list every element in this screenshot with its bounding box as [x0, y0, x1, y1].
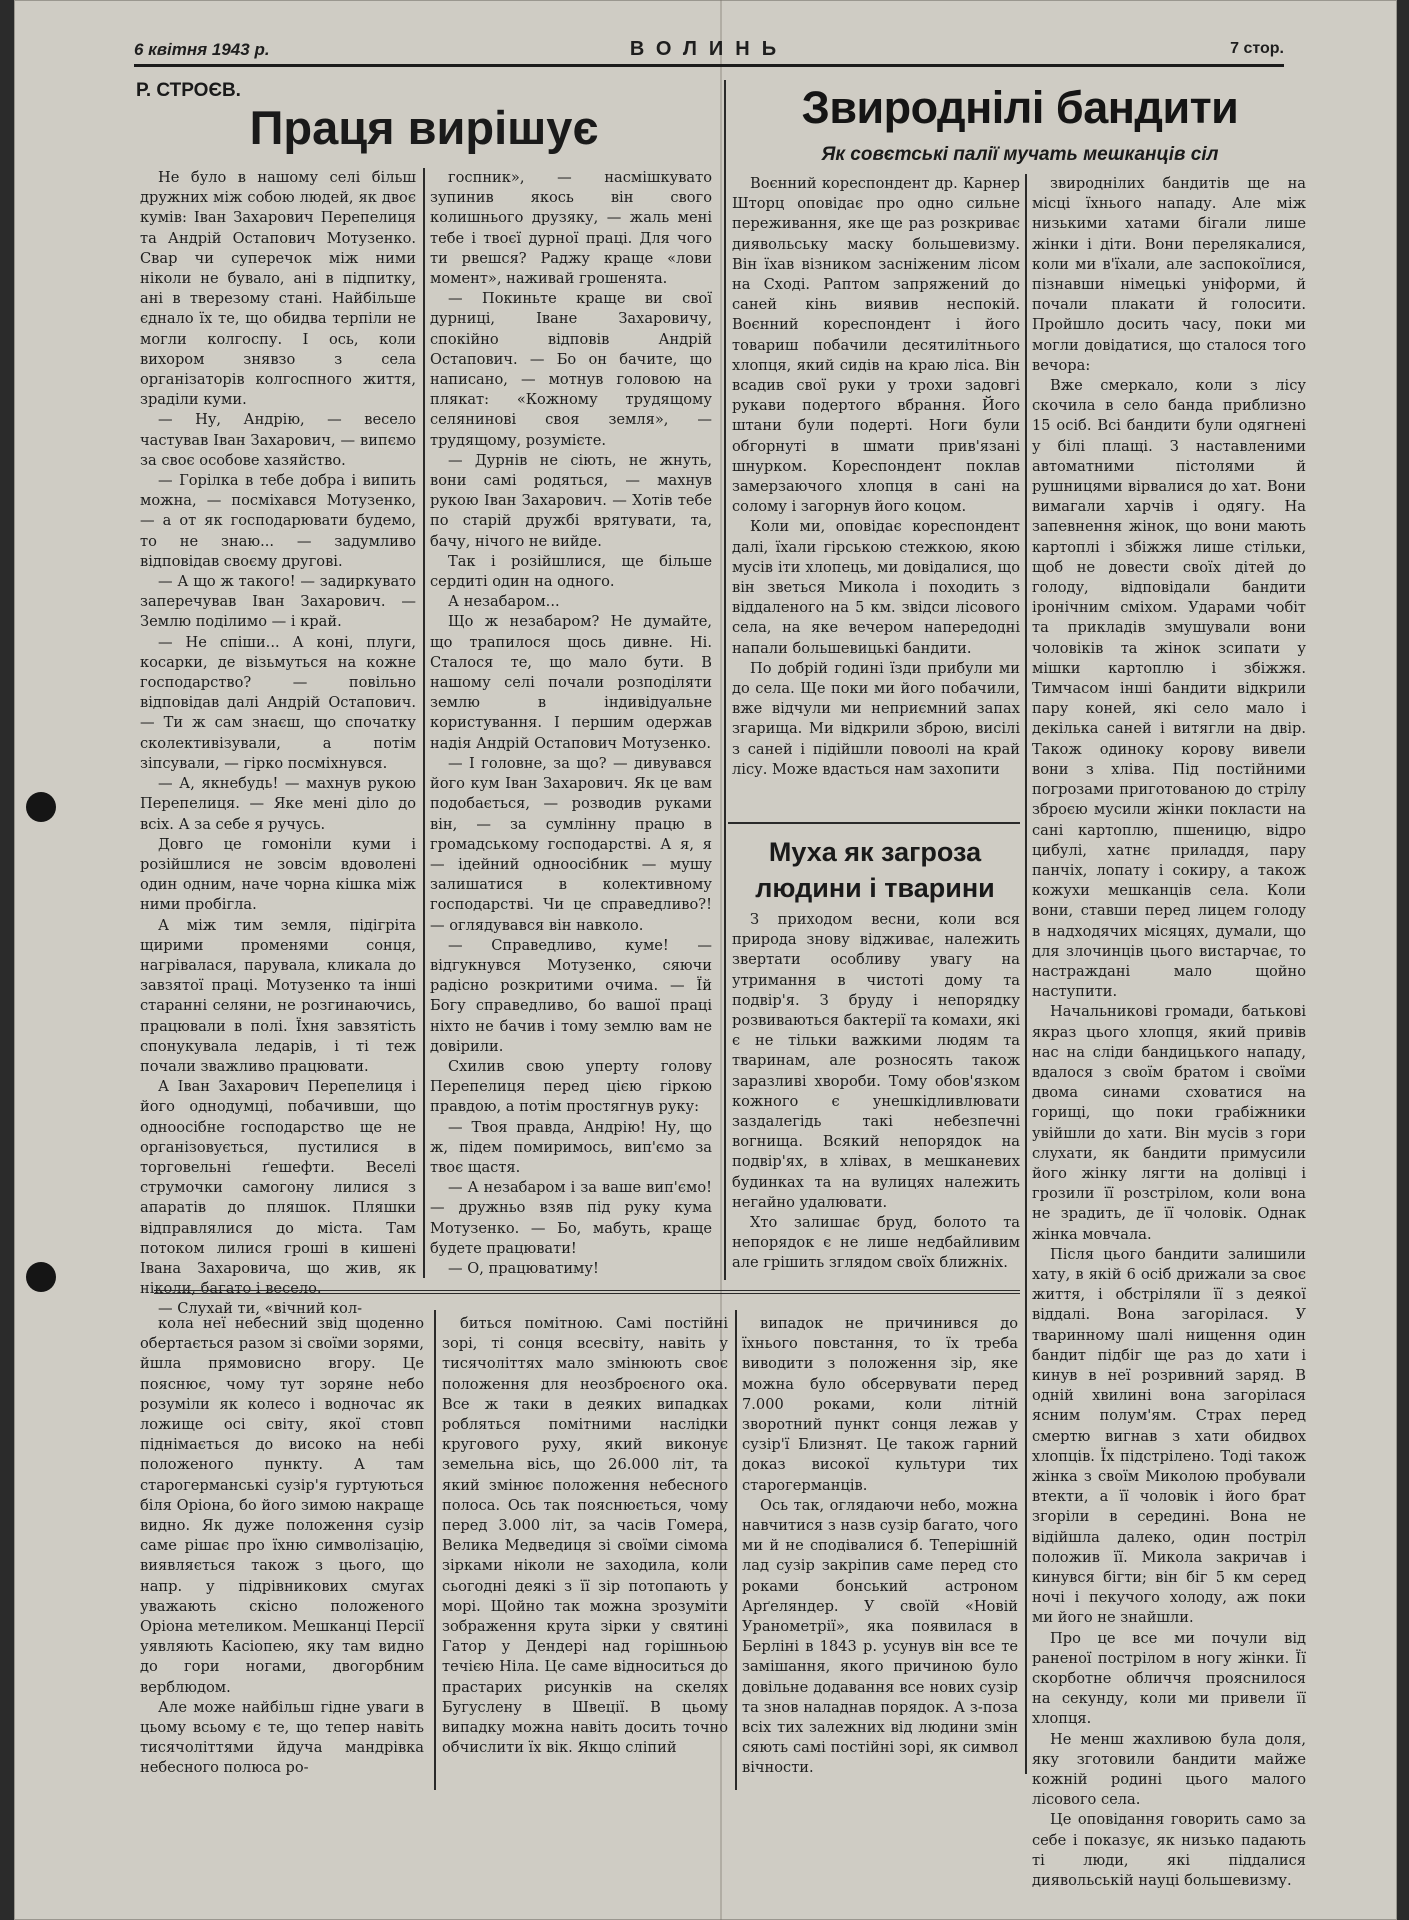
article-column-2 — [430, 168, 712, 1278]
article-column-1 — [140, 1314, 424, 1784]
paragraph: А між тим земля, підігріта щирими променями сонця, нагрівалася, парувала, кликала до завзятої праці. Мотузенко та інші старанні селяни, не розгинаючись, працювали в полі. Їхня завзятість спонукувала ледарів, і ті теж почали зважливо працювати. — [140, 916, 416, 1075]
paragraph: Але може найбільш гідне уваги в цьому всьому є те, що тепер навіть тисячоліттями йдуча мандрівка небесного полюса ро- — [140, 1698, 424, 1777]
section-divider — [154, 1290, 1020, 1294]
column-rule — [434, 1310, 436, 1790]
paragraph: кола неї небесний звід щоденно обертається разом зі своїми зорями, йшла прямовисно вгору. Це пояснює, чому тут зоряне небо розуміли як колесо і водночас як ложище осі світу, якої стовп піднімається до високо на небі положеного пункту. А там старогерманські сузір'я гуртуються біля Оріона, бо його зимою накраще видно. Як дуже положення сузір саме рішає про їхню символізацію, виявляється також з цього, що напр. у підрівникових смугах уважають скісно положеного Оріона метеликом. Мешканці Персії уявляють Касіопею, яку там видно до гори ногами, двогорбним верблюдом. — [140, 1315, 424, 1696]
paragraph: Довго це гомоніли куми і розійшлися не зовсім вдоволені один одним, наче чорна кішка між ними пробігла. — [140, 835, 416, 914]
newspaper-name: ВОЛИНЬ — [629, 38, 789, 60]
paragraph: Коли ми, оповідає кореспондент далі, їхали гірською стежкою, якою мусів іти хлопець, ми довідалися, що він зветься Микола і походить з віддаленого на 5 км. звідси лісового села, на яке вечером напередодні напали большевицькі бандити. — [732, 518, 1020, 657]
paragraph: — А, якнебудь! — махнув рукою Перепелиця. — Яке мені діло до всіх. А за себе я ручусь. — [140, 775, 416, 833]
paragraph: Що ж незабаром? Не думайте, що трапилося щось дивне. Ні. Сталося те, що мало бути. В нашому селі почали розподіляти землю в індивідуальне користування. І першим одержав надія Андрій Остапович Мотузенко. — [430, 613, 712, 752]
paragraph: звироднілих бандитів ще на місці їхнього нападу. Але між низькими хатами бігали лише жінки і діти. Вони перелякалися, коли ми в'їхали, але заспокоїлися, пізнавши німецькі уніформи, й почали плакати й голосити. Пройшло досить часу, поки ми могли довідатися, що сталося того вечора: — [1032, 175, 1306, 374]
paragraph: — О, працюватиму! — [448, 1259, 599, 1277]
paragraph: биться помітною. Самі постійні зорі, ті сонця всесвіту, навіть у тисячоліттях мало змінюють своє положення для неозброєного ока. Все ж таки в деяких випадках робляться помітними наслідки кругового руху, який виконує земельна вісь, що 26.000 літ, та який змінює положення небесного полоса. Ось так пояснюється, чому перед 3.000 літ, за часів Гомера, Велика Медведиця зі своїми сімома зірками ніколи не заходила, коли сьогодні деякі з її зір потопають у морі. Щойно так можна зрозуміти зображення крута зірки у святині Гатор у Дендері над горішньою течією Ніла. Це саме відноситься до прастарих рисунків на скелях Бугуслену в Швеції. В цьому випадку можна навіть досить точно обчислити їх вік. Якщо сліпий — [442, 1315, 728, 1757]
paragraph: Схилив свою уперту голову Перепелиця перед цією гіркою правдою, а потім простягнув руку: — [430, 1057, 712, 1116]
article-column-1 — [140, 168, 416, 1318]
column-rule — [724, 80, 726, 1280]
article-column-3 — [742, 1314, 1018, 1784]
paragraph: — Справедливо, куме! — відгукнувся Мотузенко, сяючи радісно розкритими очима. — Їй Богу справедливо, бо вашої праці ніхто не бачив і тому землю вам не довірили. — [430, 936, 712, 1055]
article-title: Муха як загроза людини і тварини — [755, 837, 995, 903]
paragraph: — Горілка в тебе добра і випить можна, — посміхався Мотузенко, — а от як господарювати будемо, то не знаю... — задумливо відповідав своєму другові. — [140, 472, 416, 570]
paragraph: — І головне, за що? — дивувався його кум Іван Захарович. Як це вам подобається, — розводив руками він, — за сумлінну працю в громадському господарстві. А я, я — ідейний одноосібник — мушу залишатися в колективному господарстві. Чи це справедливо?! — оглядувався він навколо. — [430, 754, 712, 934]
column-rule — [735, 1310, 737, 1790]
newspaper-page — [14, 0, 1397, 1920]
article-column-2 — [442, 1314, 728, 1784]
paragraph: Так і розійшлися, ще більше сердиті один на одного. — [430, 552, 712, 591]
paragraph: Воєнний кореспондент др. Карнер Шторц оповідає про одно сильне переживання, яке ще раз розкриває диявольську маску большевизму. Він їхав візником засніженим лісом на Сході. Раптом запряжений до саней кінь виявив неспокій. Воєнний кореспондент і його товариш побачили десятилітнього хлопця, який сидів на краю ліса. Він всадив свої руки у трохи задовгі рукави подертого вбрання. Його штани були подерті. Ноги були обгорнуті в шмати прив'язані шнурком. Кореспондент поклав замерзаючого хлопця в сані на солому і загорнув його коцом. — [732, 175, 1020, 516]
paragraph: Після цього бандити залишили хату, в якій 6 осіб дрижали за своє життя, і обстріляли її з деякої віддалі. Вона загорілася. У тваринному шалі нищення один бандит підбіг ще раз до хати і кинув в неї розривний заряд. В одній хвилині вона загорілася ясним полум'ям. Страх перед смертю вигнав з хати обидвох хлопців. Їх підстрілено. Тоді також жінка з своїм Миколою пробували втекти, а її чоловік і його брат згоріли в середині. Вона не відійшла далеко, один постріл положив її. Микола закричав і кинувся бігти; він біг 5 км серед ночі і пекучого холоду, аж поки ми його не знайшли. — [1032, 1245, 1306, 1627]
paragraph: — Твоя правда, Андрію! Ну, що ж, підем помиримось, вип'ємо за твоє щастя. — [430, 1118, 712, 1176]
paragraph: — Ну, Андрію, — весело частував Іван Захарович, — випємо за своє особове хазяйство. — [140, 411, 416, 469]
article-column-4 — [1032, 174, 1306, 1890]
paragraph: Хто залишає бруд, болото та непорядок є не лише недбайливим але грішить зглядом своїх ближніх. — [732, 1214, 1020, 1272]
paragraph: А незабаром... — [448, 593, 560, 611]
paragraph: госпник», — насмішкувато зупинив якось він свого колишнього друзяку, — жаль мені тебе і твоєї дурної праці. Для чого ти рвешся? Раджу краще «лови момент», наживай грошенята. — [430, 169, 712, 288]
article-column-3 — [732, 174, 1020, 814]
paragraph: — Покиньте краще ви свої дурниці, Іване Захаровичу, спокійно відповів Андрій Остапович. — Бо он бачите, що написано, — мотнув головою на плякат: «Кожному трудящому селянинові своя земля», — трудящому, розумієте. — [430, 290, 712, 449]
paragraph: По добрій годині їзди прибули ми до села. Ще поки ми його побачили, вже відчули ми неприємний запах згарища. Ми відкрили зброю, висілі з саней і підійшли повоолі на край лісу. Може вдасться нам захопити — [732, 659, 1020, 778]
paragraph: — Слухай ти, «вічний кол- — [158, 1300, 363, 1318]
paragraph: Це оповідання говорить само за себе і показує, як низько падають ті люди, які піддалися диявольській науці большевизму. — [1032, 1811, 1306, 1890]
article-subtitle: Як совєтські палії мучать мешканців сіл — [821, 144, 1219, 165]
paragraph: випадок не причинився до їхнього повстання, то їх треба виводити з положення зір, яке можна було обсервувати перед 7.000 роками, коли літній зворотний пункт сонця лежав у сузір'ї Близнят. Це також гарний доказ високої культури тих старогерманців. — [742, 1315, 1018, 1494]
paragraph: Ось так, оглядаючи небо, можна навчитися з назв сузір багато, чого ми й не сподівалися б. Теперішній лад сузір закріпив саме перед сто роками бонський астроном Арґеляндер. У своїй «Новій Уранометрії», яка появилася в Берліні в 1843 р. усунув він все те замішання, якого причиною було довільне додавання все нових сузір та знов наладнав порядок. А з-поза всіх тих залежних від людини змін сяють самі постійні зорі, як символ вічности. — [742, 1496, 1018, 1777]
issue-date: 6 квітня 1943 р. — [134, 40, 270, 59]
column-rule — [423, 168, 425, 1278]
box-rule — [728, 822, 1020, 824]
paragraph: З приходом весни, коли вся природа знову відживає, належить звертати особливу увагу на утримання в чистоті дому та подвір'я. З бруду і непорядку розвиваються бактерії та комахи, які є не тільки важкими людям та тваринам, але розносять також заразливі хвороби. Тому обов'язком кожного є унешкідливлювати заздалегідь такі небезпечні вогнища. Всякий непорядок на подвір'ях, в хлівах, в мешканевих будинках та на вулицях належить негайно удалювати. — [732, 911, 1020, 1211]
paragraph: — А незабаром і за ваше вип'ємо! — дружньо взяв під руку кума Мотузенко. — Бо, мабуть, краще будете працювати! — [430, 1179, 712, 1257]
paragraph: Вже смеркало, коли з лісу скочила в село банда приблизно 15 осіб. Всі бандити були одягнені у білі плащі. З наставленими автоматними пістолями й рушницями вірвалися до хат. Вони вимагали харчів і одягу. На запевнення жінок, що вони мають картоплі і збіжжя лише стільки, щоб не довести своїх дітей до голоду, відповідали бандити іронічним сміхом. Ударами чобіт та прикладів змушували вони чоловіків та жінок зсипати у мішки картоплю і збіжжя. Тимчасом інші бандити відкрили пару коней, які село мало і декілька саней і витягли на двір. Також одиноку корову вивели вони з хліва. Під постійними погрозами приготованою до стрілу зброєю мусили жінки покласти на сані картоплю, пшеницю, відро цибулі, хатнє приладдя, пару панчіх, лопату і сокиру, а також кожухи мешканців села. Коли вони, ставши перед лицем голоду в надходячих місяцях, думали, що для злочинців цього вистарчає, то настраждані мало щойно наступити. — [1032, 377, 1306, 1001]
paragraph: Начальникові громади, батькові якраз цього хлопця, який привів нас на сліди бандицького нападу, вдалося з своїм братом і своїми двома синами сховатися на горищі, що поки грабіжники увійшли до хати. Він мусів з гори слухати, як бандити примусили його жінку лягти на долівці і грозили її розстрілом, коли вона не зрадить, де її чоловік. Однак жінка мовчала. — [1032, 1003, 1306, 1243]
paragraph: Не менш жахливою була доля, яку зготовили бандити майже кожній родині цього малого лісового села. — [1032, 1730, 1306, 1809]
paragraph: — А що ж такого! — задиркувато заперечував Іван Захарович. — Землю поділимо — і край. — [140, 573, 416, 631]
paragraph: Не було в нашому селі більш дружних між собою людей, як двоє кумів: Іван Захарович Перепелиця та Андрій Остапович Мотузенко. Свар чи суперечок між ними ніколи не бувало, ані в підпитку, ані в тверезому стані. Найбільше єднало їх те, що обидва терпіли не могли колгоспу. І ось, коли вихором знявзо з села організаторів колгоспного життя, зраділи куми. — [140, 169, 416, 409]
article-title: Звироднілі бандити — [801, 82, 1239, 133]
column-rule — [1025, 174, 1027, 1774]
article-column-3b — [732, 910, 1020, 1280]
paragraph: — Дурнів не сіють, не жнуть, вони самі родяться, — махнув рукою Іван Захарович. — Хотів тебе по старій дружбі врятувати, та, бачу, нічого не вийде. — [430, 451, 712, 550]
page-number: 7 стор. — [1230, 40, 1284, 57]
paragraph: А Іван Захарович Перепелиця і його однодумці, побачивши, що одноосібне господарство ще не організовується, пустилися в торговельні ґешефти. Веселі струмочки самогону лилися з апаратів до пляшок. Пляшки відправлялися до міста. Там потоком лилися гроші в кишені Івана Захаровича, що жив, як ніколи, багато і весело. — [140, 1078, 416, 1298]
binder-hole — [26, 1262, 56, 1292]
paragraph: Про це все ми почули від раненої пострілом в ногу жінки. Її скорботне обличчя прояснилося на секунду, коли ми привели її хлопця. — [1032, 1629, 1306, 1728]
article-title: Праця вирішує — [249, 101, 599, 154]
paragraph: — Не спіши... А коні, плуги, косарки, де візьмуться на кожне господарство? — повільно відповідав далі Андрій Остапович. — Ти ж сам знаєш, що спочатку сколективізували, а потім зіпсували, — гірко посміхнувся. — [140, 633, 416, 772]
page-header — [134, 38, 1284, 67]
article-author: Р. СТРОЄВ. — [136, 80, 241, 101]
binder-hole — [26, 792, 56, 822]
